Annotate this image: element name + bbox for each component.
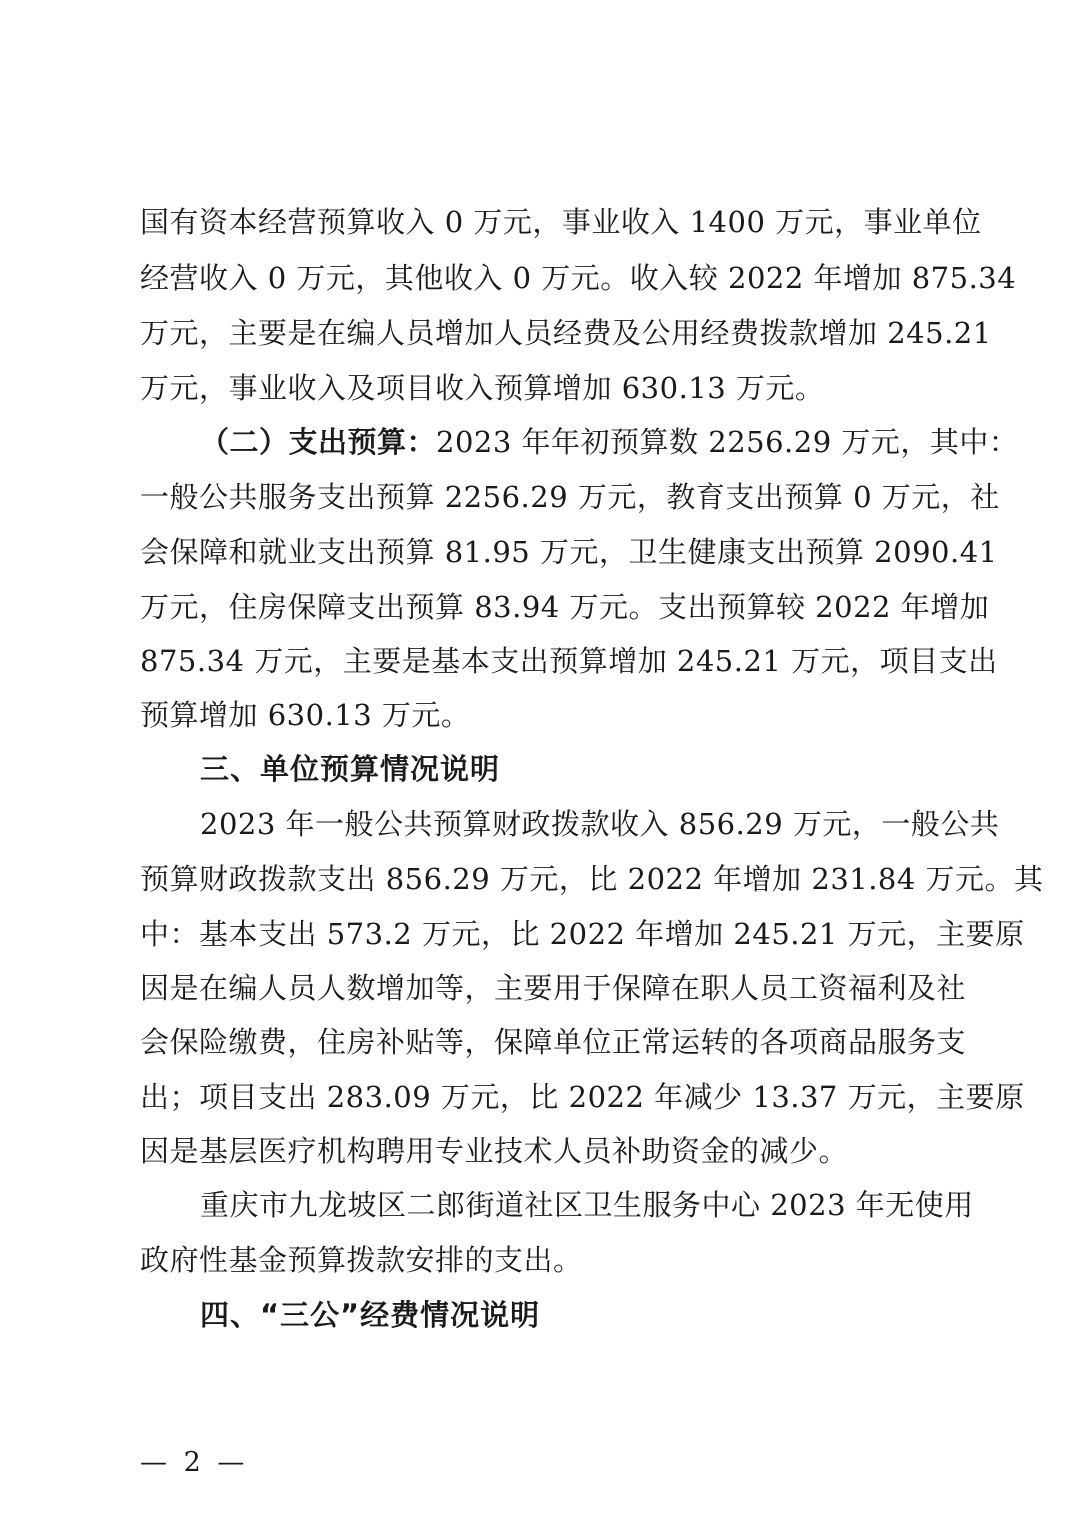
paragraph-line: 预算增加 630.13 万元。 [140, 698, 471, 732]
paragraph-line: 万元，住房保障支出预算 83.94 万元。支出预算较 2022 年增加 [140, 590, 990, 624]
paragraph-line: 875.34 万元，主要是基本支出预算增加 245.21 万元，项目支出 [140, 644, 998, 678]
paragraph-line: 中：基本支出 573.2 万元，比 2022 年增加 245.21 万元，主要原 [140, 917, 1025, 951]
paragraph-line: 会保障和就业支出预算 81.95 万元，卫生健康支出预算 2090.41 [140, 535, 998, 569]
paragraph-line [200, 418, 1019, 466]
paragraph-line: 一般公共服务支出预算 2256.29 万元，教育支出预算 0 万元，社 [140, 480, 1000, 514]
paragraph-line: 经营收入 0 万元，其他收入 0 万元。收入较 2022 年增加 875.34 [140, 261, 1017, 295]
paragraph-line: 重庆市九龙坡区二郎街道社区卫生服务中心 2023 年无使用 [200, 1188, 974, 1222]
paragraph-line: 国有资本经营预算收入 0 万元，事业收入 1400 万元，事业单位 [140, 205, 982, 239]
paragraph-line: 万元，主要是在编人员增加人员经费及公用经费拨款增加 245.21 [140, 316, 992, 350]
paragraph-line: 2023 年一般公共预算财政拨款收入 856.29 万元，一般公共 [200, 807, 1000, 841]
page-number: — 2 — [140, 1447, 249, 1478]
paragraph-line: 预算财政拨款支出 856.29 万元，比 2022 年增加 231.84 万元。其 [140, 862, 1044, 896]
paragraph-line: 因是在编人员人数增加等，主要用于保障在职人员工资福利及社 [140, 971, 967, 1005]
paragraph-line: 会保险缴费，住房补贴等，保障单位正常运转的各项商品服务支 [140, 1025, 967, 1059]
paragraph-text: 2023 年年初预算数 2256.29 万元，其中： [436, 425, 1019, 459]
subsection-heading: （二）支出预算： [200, 425, 437, 459]
paragraph-line: 政府性基金预算拨款安排的支出。 [140, 1243, 583, 1277]
paragraph-line: 因是基层医疗机构聘用专业技术人员补助资金的减少。 [140, 1134, 849, 1168]
paragraph-line: 万元，事业收入及项目收入预算增加 630.13 万元。 [140, 371, 825, 405]
section-heading: 三、单位预算情况说明 [200, 752, 501, 786]
section-heading: 四、“三公”经费情况说明 [200, 1298, 541, 1332]
paragraph-line: 出；项目支出 283.09 万元，比 2022 年减少 13.37 万元，主要原 [140, 1080, 1025, 1114]
